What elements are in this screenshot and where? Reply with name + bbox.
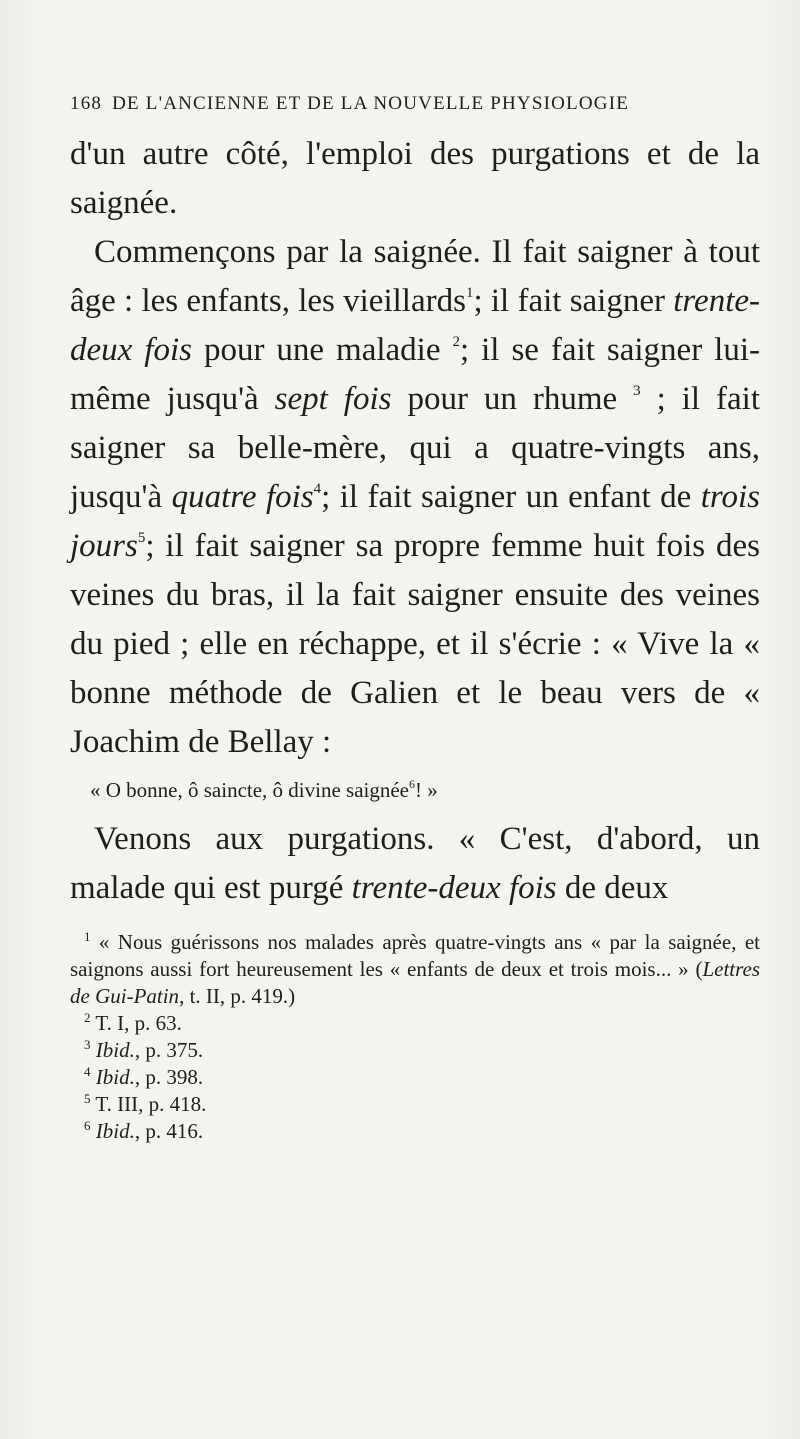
footnote-1: $^1$ « Nous guérissons nos malades après quatre-vingts ans « par la saignée, et saignons aussi fort heureusement les « enfants de deux et trois mois... » (Lettres de Gui-Patin, t. II, p. 419.) <box>70 929 760 1008</box>
footnote-ref-2: 2 <box>452 334 460 350</box>
footnote-2: $^2$ T. I, p. 63. <box>84 1010 182 1035</box>
footnote-ref-3: 3 <box>633 383 641 399</box>
running-header <box>70 92 760 116</box>
paragraph-3: Venons aux purgations. « C'est, d'abord, un malade qui est purgé trente-deux fois de deux <box>70 821 760 906</box>
footnotes <box>70 929 760 1145</box>
footnote-5: $^5$ T. III, p. 418. <box>84 1091 207 1116</box>
footnote-ref-4: 4 <box>313 481 322 497</box>
paragraph-1: d'un autre côté, l'emploi des purgations et de la saignée. <box>70 136 760 221</box>
footnote-ref-1: 1 <box>465 285 474 301</box>
body-text-2 <box>70 815 760 913</box>
book-page <box>70 92 760 1145</box>
footnote-ref-5: 5 <box>137 530 146 546</box>
page-number: 168 <box>70 93 103 114</box>
footnote-ref-6: 6 <box>409 777 415 791</box>
paragraph-2: Commençons par la saignée. Il fait saigner à tout âge : les enfants, les vieillards$^1$; il fait saigner trente-deux fois pour une maladie $^2$; il se fait saigner lui-même jusqu'à sept fois pour un rhume $^3$ ; il fait saigner sa belle-mère, qui a quatre-vingts ans, jusqu'à quatre fois$^4$; il fait saigner un enfant de trois jours$^5$; il fait saigner sa propre femme huit fois des veines du bras, il la fait saigner ensuite des veines du pied ; elle en réchappe, et il s'écrie : « Vive la « bonne méthode de Galien et le beau vers de « Joachim de Bellay : <box>70 234 761 760</box>
footnote-3: $^3$ Ibid., p. 375. <box>84 1037 204 1062</box>
header-title: DE L'ANCIENNE ET DE LA NOUVELLE PHYSIOLOGIE <box>112 93 630 114</box>
footnote-4: $^4$ Ibid., p. 398. <box>84 1064 204 1089</box>
footnote-6: $^6$ Ibid., p. 416. <box>84 1118 204 1143</box>
verse-quote: « O bonne, ô saincte, ô divine saignée$^6$! » <box>90 777 438 802</box>
body-text <box>70 130 760 767</box>
